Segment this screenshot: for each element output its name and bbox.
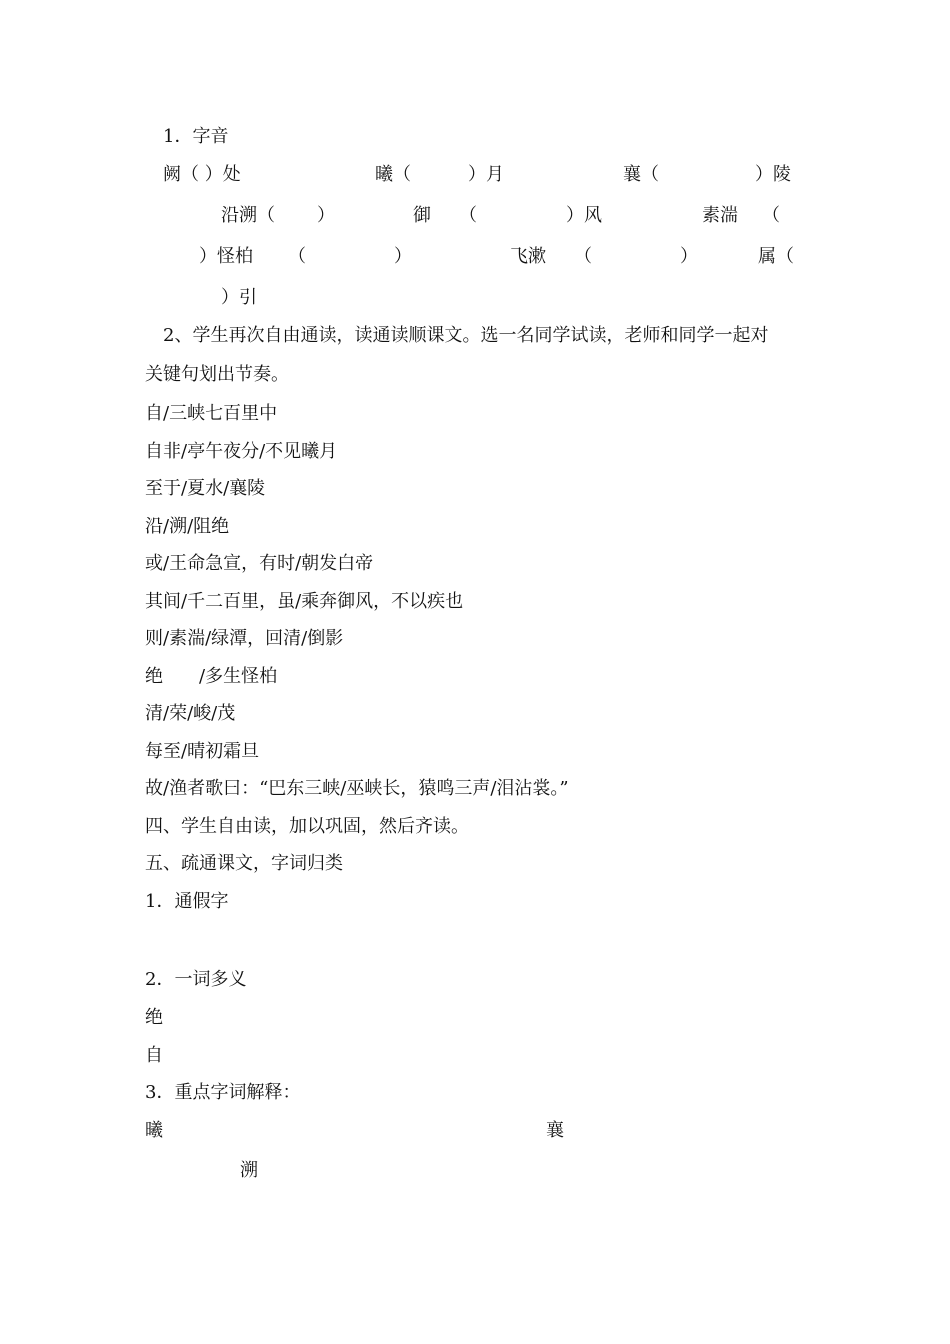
pinyin-item-xiang-close: ）陵 — [755, 164, 791, 185]
pinyin-item-shu: 飞漱 — [510, 246, 546, 267]
section1-heading: 1．字音 — [163, 126, 229, 147]
pinyin-item-shu-open: （ — [574, 246, 592, 267]
pinyin-item-xi-close: ）月 — [468, 164, 504, 185]
rhythm-line: 绝 /多生怪柏 — [145, 666, 278, 687]
pinyin-item-que: 阙（ ）处 — [163, 164, 241, 185]
section5-item2: 2．一词多义 — [145, 969, 247, 990]
section2-line2: 关键句划出节奏。 — [145, 364, 289, 385]
pinyin-item-yu: 御 — [413, 205, 431, 226]
key-word: 溯 — [240, 1160, 258, 1181]
rhythm-line: 沿/溯/阻绝 — [145, 516, 230, 537]
pinyin-item-shu-close: ） — [680, 246, 698, 267]
pinyin-item-tuan-open: （ — [762, 205, 780, 226]
polysemy-word: 自 — [145, 1045, 163, 1066]
pinyin-item-bai-open: （ — [288, 246, 306, 267]
pinyin-item-su-open: 沿溯（ — [221, 205, 275, 226]
pinyin-item-bai-close: ） — [394, 246, 412, 267]
section4-text: 四、学生自由读，加以巩固，然后齐读。 — [145, 816, 469, 837]
rhythm-line: 自/三峡七百里中 — [145, 403, 278, 424]
rhythm-line: 故/渔者歌曰：“巴东三峡/巫峡长，猿鸣三声/泪沾裳。” — [145, 778, 569, 799]
section2-line1: 2、学生再次自由通读，读通读顺课文。选一名同学试读，老师和同学一起对 — [163, 325, 769, 346]
section5-heading: 五、疏通课文，字词归类 — [145, 853, 343, 874]
pinyin-item-xi-open: 曦（ — [375, 164, 411, 185]
pinyin-item-yu-open: （ — [459, 205, 477, 226]
rhythm-line: 其间/千二百里，虽/乘奔御风，不以疾也 — [145, 591, 464, 612]
section5-item3: 3．重点字词解释： — [145, 1082, 301, 1103]
key-word: 曦 — [145, 1120, 163, 1141]
pinyin-item-yin: ）引 — [221, 287, 257, 308]
pinyin-item-zhu-open: 属（ — [758, 246, 794, 267]
rhythm-line: 清/荣/峻/茂 — [145, 703, 236, 724]
polysemy-word: 绝 — [145, 1007, 163, 1028]
pinyin-item-guaibai: ）怪柏 — [199, 246, 253, 267]
rhythm-line: 或/王命急宣，有时/朝发白帝 — [145, 553, 374, 574]
rhythm-line: 则/素湍/绿潭，回清/倒影 — [145, 628, 344, 649]
pinyin-item-xiang-open: 襄（ — [623, 164, 659, 185]
section5-item1: 1．通假字 — [145, 891, 229, 912]
key-word: 襄 — [546, 1120, 564, 1141]
rhythm-line: 每至/晴初霜旦 — [145, 741, 260, 762]
pinyin-item-yu-close: ）风 — [566, 205, 602, 226]
rhythm-line: 至于/夏水/襄陵 — [145, 478, 266, 499]
pinyin-item-su-close: ） — [317, 205, 335, 226]
rhythm-line: 自非/亭午夜分/不见曦月 — [145, 441, 338, 462]
pinyin-item-tuan: 素湍 — [702, 205, 738, 226]
